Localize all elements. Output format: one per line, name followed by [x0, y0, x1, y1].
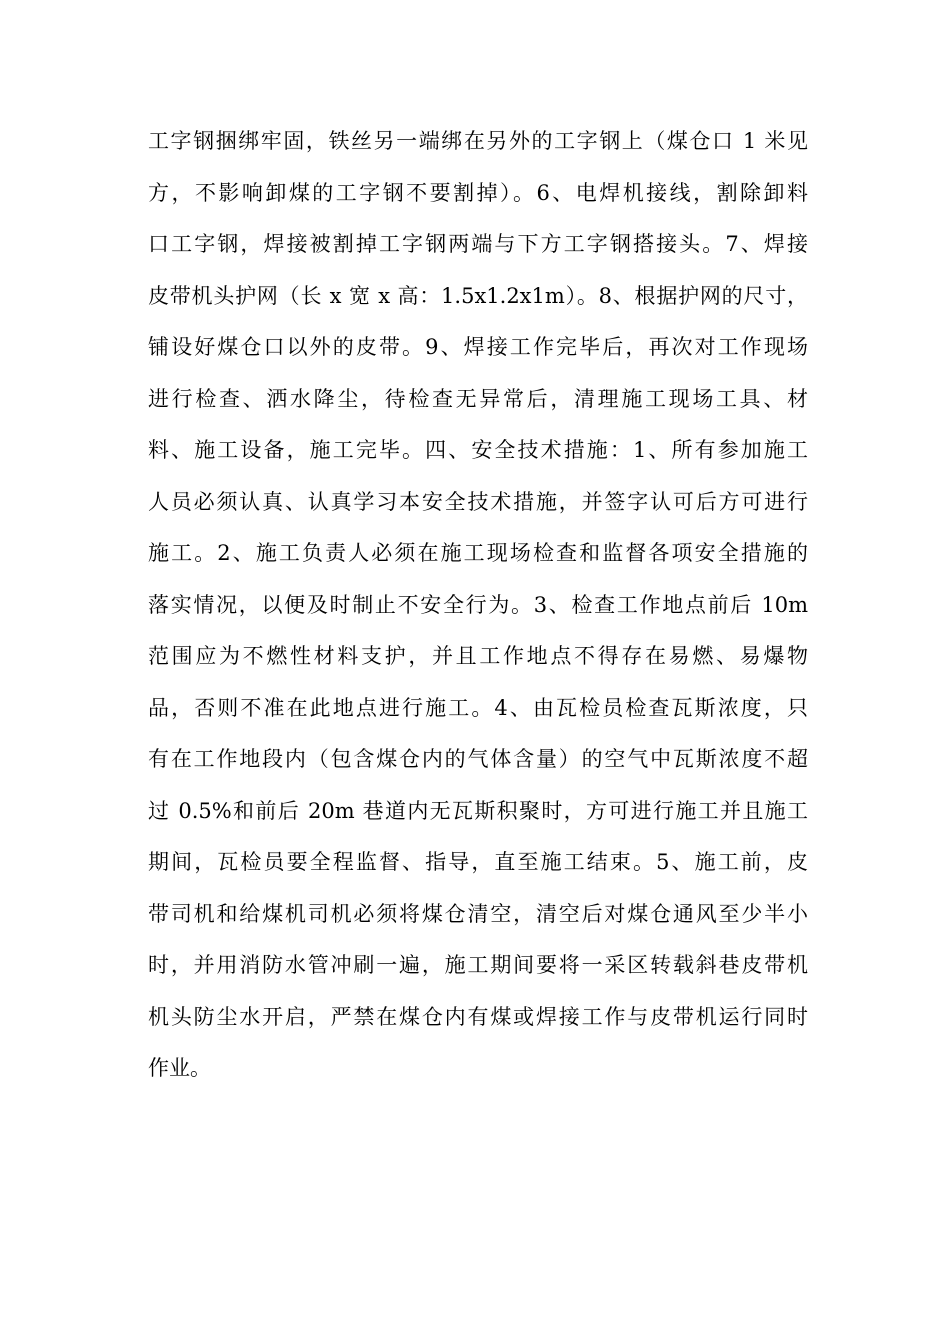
text-line: 人员必须认真、认真学习本安全技术措施，并签字认可后方可进行 — [148, 489, 808, 514]
text-line: 方，不影响卸煤的工字钢不要割掉）。6、电焊机接线，割除卸料 — [148, 180, 808, 205]
text-line: 范围应为不燃性材料支护，并且工作地点不得存在易燃、易爆物 — [148, 644, 808, 668]
text-line: 工字钢捆绑牢固，铁丝另一端绑在另外的工字钢上（煤仓口 1 米见 — [148, 129, 808, 153]
text-line: 机头防尘水开启，严禁在煤仓内有煤或焊接工作与皮带机运行同时 — [148, 1004, 808, 1029]
text-line: 铺设好煤仓口以外的皮带。9、焊接工作完毕后，再次对工作现场 — [148, 335, 808, 359]
text-line: 时，并用消防水管冲刷一遍，施工期间要将一采区转载斜巷皮带机 — [148, 953, 808, 977]
text-line: 作业。 — [148, 1056, 211, 1080]
body-paragraph — [148, 116, 808, 1095]
text-line: 落实情况，以便及时制止不安全行为。3、检查工作地点前后 10m — [148, 592, 808, 617]
text-line: 品，否则不准在此地点进行施工。4、由瓦检员检查瓦斯浓度，只 — [148, 695, 808, 720]
text-line: 带司机和给煤机司机必须将煤仓清空，清空后对煤仓通风至少半小 — [148, 901, 808, 926]
text-line: 有在工作地段内（包含煤仓内的气体含量）的空气中瓦斯浓度不超 — [148, 747, 808, 771]
text-line: 施工。2、施工负责人必须在施工现场检查和监督各项安全措施的 — [148, 541, 808, 565]
text-line: 过 0.5%和前后 20m 巷道内无瓦斯积聚时，方可进行施工并且施工 — [148, 798, 808, 823]
text-line: 进行检查、洒水降尘，待检查无异常后，清理施工现场工具、材 — [148, 386, 808, 411]
text-line: 期间，瓦检员要全程监督、指导，直至施工结束。5、施工前，皮 — [148, 850, 808, 874]
text-line: 皮带机头护网（长 x 宽 x 高：1.5x1.2x1m）。8、根据护网的尺寸， — [148, 283, 808, 308]
text-line: 料、施工设备，施工完毕。四、安全技术措施：1、所有参加施工 — [148, 438, 808, 462]
text-line: 口工字钢，焊接被割掉工字钢两端与下方工字钢搭接头。7、焊接 — [148, 232, 808, 256]
